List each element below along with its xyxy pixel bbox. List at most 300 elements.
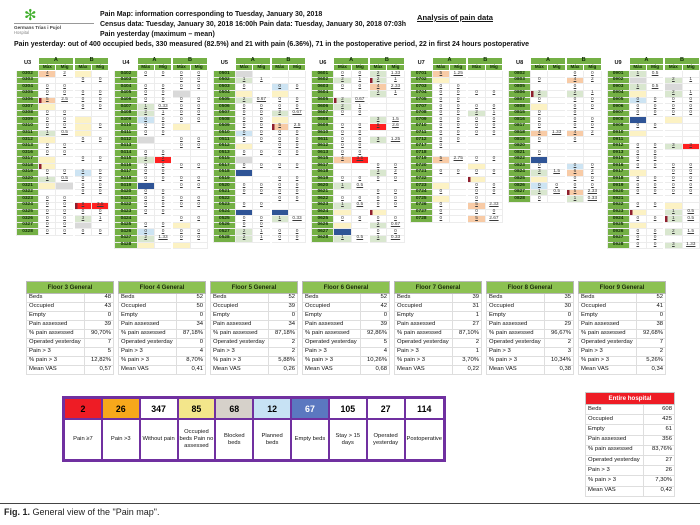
cell-value: 0 — [358, 176, 362, 182]
cell-value: 0 — [260, 123, 263, 129]
cell-value: 0 — [537, 195, 541, 201]
bed-cell — [387, 143, 404, 150]
bed-cell — [56, 229, 74, 236]
cell-value: 0 — [492, 169, 496, 175]
bed-number: 0311 — [17, 130, 39, 137]
legend-label: Pain >3 — [102, 419, 140, 460]
hospital-data-row — [586, 405, 675, 415]
bed-number: 0820 — [509, 143, 531, 150]
bed-number: 0910 — [607, 130, 629, 137]
row-value: 41 — [637, 303, 666, 312]
bed-number: 0310 — [17, 123, 39, 130]
bed-number: 0915 — [607, 156, 629, 163]
cell-value: 0 — [197, 182, 201, 188]
floor-data-row — [487, 357, 574, 366]
bed-row — [509, 97, 601, 104]
cell-value: 0 — [591, 103, 594, 109]
bed-row — [509, 143, 601, 150]
cell-value: 0.33 — [390, 235, 401, 241]
bed-cell — [190, 84, 207, 91]
row-label: Pain assessed — [27, 321, 85, 330]
cell-value: 1 — [260, 77, 263, 83]
cell-value: 0 — [161, 162, 165, 168]
bed-cell — [172, 236, 190, 243]
bed-cell — [92, 123, 109, 130]
bed-number: 0326 — [17, 216, 39, 223]
cell-value: 6 — [573, 169, 577, 175]
bed-cell — [450, 196, 468, 203]
floor-data-row — [579, 348, 666, 357]
bed-number: 0421 — [115, 196, 137, 203]
cell-value: 2 — [672, 90, 675, 96]
cell-value: 0 — [81, 90, 85, 96]
row-label: Pain assessed — [487, 321, 545, 330]
cell-value: 0 — [672, 96, 675, 102]
bed-cell — [450, 183, 468, 190]
cell-value: 0 — [98, 189, 102, 195]
leaf-logo-icon: ✻ — [24, 7, 37, 24]
legend-label: Blocked beds — [215, 419, 253, 460]
cell-value: 1 — [260, 228, 263, 234]
floor-data-row — [27, 330, 114, 339]
bed-cell — [334, 163, 351, 170]
floor-data-row — [487, 294, 574, 303]
bed-number: 0925 — [607, 222, 629, 229]
bed-cell — [369, 123, 387, 130]
bed-cell — [92, 156, 109, 163]
column-group-label: A — [334, 58, 369, 65]
bed-row — [509, 77, 601, 84]
cell-value: 0 — [341, 123, 344, 129]
cell-value: 0 — [341, 70, 344, 76]
bed-cell — [172, 117, 190, 124]
cell-value: 0 — [358, 215, 362, 221]
row-label: Operated yesterday — [586, 455, 644, 465]
bed-cell — [92, 104, 109, 111]
cell-value: 0 — [653, 96, 657, 102]
bed-cell — [548, 130, 566, 137]
cell-value: 0 — [394, 189, 397, 195]
row-label: Occupied — [395, 303, 453, 312]
cell-value: 0 — [439, 103, 443, 109]
bed-cell — [190, 150, 207, 157]
cell-value: 0 — [45, 110, 49, 116]
cell-value: 0 — [197, 195, 201, 201]
subcolumn-label: Màx — [629, 64, 646, 71]
cell-value: 0 — [242, 215, 246, 221]
bed-cell — [334, 216, 351, 223]
bed-cell — [288, 163, 305, 170]
subcolumn-label: Mig — [190, 64, 207, 71]
unit-header-row — [312, 58, 404, 65]
row-label: Beds — [487, 294, 545, 303]
bed-number: 0621 — [312, 189, 334, 196]
floor-data-row — [303, 348, 390, 357]
floor-data-row — [487, 348, 574, 357]
row-value: 92,86% — [361, 330, 390, 339]
cell-value: 0 — [376, 202, 380, 208]
bed-cell — [629, 110, 646, 117]
bed-cell — [154, 236, 172, 243]
cell-value: 0 — [573, 162, 577, 168]
cell-value: 0 — [161, 149, 165, 155]
row-value: 90,70% — [85, 330, 114, 339]
cell-value: 0 — [636, 176, 640, 182]
row-label: % pain assessed — [211, 330, 269, 339]
bed-number: 0902 — [607, 77, 629, 84]
cell-value: 0 — [653, 162, 657, 168]
cell-value: 0 — [144, 176, 147, 182]
cell-value: 2 — [672, 77, 675, 83]
bed-number: 0619 — [312, 176, 334, 183]
bed-cell — [74, 117, 92, 124]
cell-value: 0 — [672, 169, 675, 175]
cell-value: 0 — [672, 110, 675, 116]
bed-cell — [387, 203, 404, 210]
cell-value: 0 — [537, 162, 541, 168]
subcolumn-label: Mig — [387, 64, 404, 71]
cell-value: 1 — [672, 209, 675, 215]
bed-number: 0703 — [410, 84, 432, 91]
bed-cell — [531, 196, 548, 203]
cell-value: 0 — [439, 110, 443, 116]
legend-count: 27 — [367, 398, 405, 419]
bed-cell — [190, 183, 207, 190]
row-value: 3 — [545, 348, 574, 357]
row-label: Mean VAS — [395, 366, 453, 375]
floor-data-row — [211, 321, 298, 330]
cell-value: 0 — [672, 162, 675, 168]
cell-value: 0 — [242, 182, 246, 188]
row-label: Pain > 3 — [303, 348, 361, 357]
bed-cell — [387, 150, 404, 157]
legend-label: Empty beds — [291, 419, 329, 460]
cell-value: 0 — [573, 70, 577, 76]
bed-cell — [172, 84, 190, 91]
column-group-label: B — [172, 58, 207, 65]
floor-data-row — [211, 303, 298, 312]
row-label: % pain assessed — [579, 330, 637, 339]
unit-grid-u7 — [410, 57, 503, 223]
cell-value: 8 — [81, 202, 85, 208]
cell-value: 0 — [197, 116, 201, 122]
bed-cell — [351, 203, 369, 210]
row-label: % pain assessed — [586, 445, 644, 455]
bed-number: 0725 — [410, 196, 432, 203]
row-label: Pain > 3 — [395, 348, 453, 357]
bed-number: 0403 — [115, 77, 137, 84]
cell-value: 0 — [260, 189, 263, 195]
bed-number: 0407 — [115, 104, 137, 111]
bed-cell — [253, 170, 271, 177]
cell-value: 0 — [81, 169, 85, 175]
row-value: 7 — [637, 339, 666, 348]
floor-data-row — [119, 330, 206, 339]
row-label: % pain > 3 — [303, 357, 361, 366]
unit-label: U9 — [607, 58, 629, 71]
cell-value: 0 — [45, 83, 49, 89]
cell-value: 0 — [81, 103, 85, 109]
cell-value: 0.5 — [61, 129, 68, 135]
cell-value: 0 — [197, 176, 201, 182]
column-group-label: B — [74, 58, 109, 65]
bed-cell — [288, 203, 305, 210]
unit-grid-u3 — [16, 57, 109, 236]
bed-number: 0617 — [312, 163, 334, 170]
cell-value: 0 — [653, 189, 657, 195]
legend-label: Postoperative — [405, 419, 444, 460]
cell-value: 0 — [63, 209, 66, 215]
bed-number: 0522 — [213, 196, 235, 203]
bed-cell — [548, 71, 566, 78]
bed-cell — [351, 222, 369, 229]
bed-cell — [548, 143, 566, 150]
row-value: 0,57 — [85, 366, 114, 375]
bed-cell — [548, 90, 566, 97]
floor-data-row — [395, 330, 482, 339]
cell-value: 0 — [197, 110, 201, 116]
bed-number: 0320 — [17, 176, 39, 183]
bed-cell — [235, 150, 252, 157]
bed-cell — [137, 130, 154, 137]
bed-cell — [235, 170, 252, 177]
bed-cell — [351, 156, 369, 163]
row-label: Empty — [579, 312, 637, 321]
bed-cell — [629, 242, 646, 249]
bed-cell — [288, 71, 305, 78]
bed-cell — [235, 137, 252, 144]
cell-value: 0 — [341, 176, 344, 182]
unit-grid-u8 — [508, 57, 601, 203]
hospital-data-row — [586, 415, 675, 425]
bed-cell — [369, 143, 387, 150]
bed-cell — [450, 156, 468, 163]
cell-value: 0 — [98, 123, 102, 129]
cell-value: 0 — [492, 129, 496, 135]
cell-value: 0 — [653, 235, 657, 241]
row-label: Operated yesterday — [395, 339, 453, 348]
bed-cell — [253, 236, 271, 243]
row-label: Pain > 3 — [119, 348, 177, 357]
bed-cell — [369, 104, 387, 111]
floor-data-row — [211, 330, 298, 339]
bed-cell — [235, 189, 252, 196]
subcolumn-label: Màx — [432, 64, 449, 71]
bed-number: 0720 — [410, 163, 432, 170]
floor-data-row — [579, 303, 666, 312]
cell-value: 2 — [278, 110, 282, 116]
row-label: Pain > 3 — [27, 348, 85, 357]
legend-label: Without pain — [140, 419, 178, 460]
row-label: Pain > 3 — [586, 466, 644, 476]
subcolumn-label: Màx — [334, 64, 351, 71]
bed-row — [410, 143, 502, 150]
row-label: Operated yesterday — [27, 339, 85, 348]
row-value: 87,18% — [269, 330, 298, 339]
cell-value: 0 — [242, 189, 246, 195]
bed-row — [607, 242, 699, 249]
row-value: 61 — [644, 425, 675, 435]
cell-value: 1.33 — [390, 70, 401, 76]
cell-value: 0 — [475, 103, 478, 109]
bed-number: 0922 — [607, 203, 629, 210]
cell-value: 1 — [358, 77, 362, 83]
subcolumn-label: Mig — [646, 64, 664, 71]
bed-cell — [334, 110, 351, 117]
color-legend — [62, 396, 446, 462]
cell-value: 0 — [689, 103, 693, 109]
bed-number: 0302 — [17, 71, 39, 78]
bed-number: 0502 — [213, 77, 235, 84]
bed-cell — [629, 130, 646, 137]
bed-cell — [682, 189, 699, 196]
row-value: 30 — [545, 303, 574, 312]
cell-value: 0 — [98, 77, 102, 83]
cell-value: 0 — [81, 136, 85, 142]
unit-label: U7 — [410, 58, 432, 71]
bed-cell — [172, 203, 190, 210]
row-value: 608 — [644, 405, 675, 415]
bed-cell — [485, 156, 502, 163]
column-group-label: A — [531, 58, 566, 65]
cell-value: 0 — [161, 90, 165, 96]
row-label: Pain assessed — [119, 321, 177, 330]
cell-value: 0 — [278, 195, 282, 201]
cell-value: 0 — [180, 103, 183, 109]
cell-value: 0 — [63, 116, 66, 122]
floor-data-row — [119, 348, 206, 357]
bed-cell — [432, 71, 449, 78]
bed-cell — [92, 143, 109, 150]
cell-value: 0 — [295, 129, 299, 135]
row-label: Beds — [586, 405, 644, 415]
bed-cell — [664, 110, 682, 117]
cell-value: 0 — [358, 83, 362, 89]
bed-cell — [235, 203, 252, 210]
row-value: 0 — [269, 312, 298, 321]
bed-number: 0423 — [115, 209, 137, 216]
cell-value: 0.67 — [355, 96, 365, 102]
cell-value: 0 — [456, 110, 460, 116]
floor-data-row — [119, 294, 206, 303]
floor-data-row — [119, 339, 206, 348]
bed-number: 0316 — [17, 150, 39, 157]
bed-cell — [646, 216, 664, 223]
cell-value: 0 — [492, 90, 496, 96]
bed-cell — [235, 236, 252, 243]
cell-value: 0 — [278, 129, 282, 135]
cell-value: 2 — [341, 96, 344, 102]
cell-value: 0 — [376, 176, 380, 182]
cell-value: 0 — [161, 96, 165, 102]
bed-number: 0803 — [509, 77, 531, 84]
bed-cell — [432, 170, 449, 177]
cell-value: 0 — [653, 242, 657, 248]
floor-data-row — [579, 366, 666, 375]
floor-title: Floor 4 General — [119, 282, 206, 294]
cell-value: 0 — [197, 70, 201, 76]
cell-value: 0 — [439, 129, 443, 135]
bed-number: 0808 — [509, 104, 531, 111]
row-label: % pain assessed — [487, 330, 545, 339]
bed-number: 0420 — [115, 189, 137, 196]
bed-cell — [74, 189, 92, 196]
column-group-label: A — [39, 58, 74, 65]
cell-value: 4 — [573, 129, 577, 135]
cell-value: 1 — [636, 83, 640, 89]
cell-value: 0 — [144, 70, 147, 76]
bed-cell — [74, 110, 92, 117]
cell-value: 0 — [144, 209, 147, 215]
bed-cell — [271, 216, 289, 223]
cell-value: 0 — [180, 83, 183, 89]
cell-value: 0 — [439, 215, 443, 221]
bed-cell — [682, 117, 699, 124]
bed-cell — [137, 242, 154, 249]
bed-cell — [467, 77, 485, 84]
cell-value: 0 — [144, 123, 147, 129]
row-label: Mean VAS — [579, 366, 637, 375]
cell-value: 0 — [180, 110, 183, 116]
cell-value: 0 — [81, 77, 85, 83]
row-label: Mean VAS — [211, 366, 269, 375]
cell-value: 0 — [358, 110, 362, 116]
bed-cell — [56, 156, 74, 163]
cell-value: 0 — [260, 215, 263, 221]
cell-value: 0 — [278, 136, 282, 142]
cell-value: 0 — [242, 103, 246, 109]
bed-number: 0325 — [17, 209, 39, 216]
bed-cell — [351, 216, 369, 223]
figure-caption — [4, 507, 159, 517]
subcolumn-label: Mig — [288, 64, 305, 71]
cell-value: 0 — [358, 70, 362, 76]
cell-value: 0 — [161, 70, 165, 76]
bed-cell — [39, 130, 56, 137]
row-label: % pain > 3 — [487, 357, 545, 366]
cell-value: 0 — [456, 96, 460, 102]
floor-data-row — [395, 339, 482, 348]
floor-summary-table-6 — [302, 281, 390, 375]
bed-cell — [154, 209, 172, 216]
hospital-data-row — [586, 445, 675, 455]
cell-value: 2.67 — [489, 215, 499, 221]
cell-value: 0 — [197, 96, 201, 102]
cell-value: 1 — [45, 129, 49, 135]
cell-value: 0 — [180, 162, 183, 168]
cell-value: 0 — [475, 90, 478, 96]
subcolumn-label: Mig — [548, 64, 566, 71]
bed-number: 0518 — [213, 170, 235, 177]
bed-cell — [584, 196, 601, 203]
bed-number: 0828 — [509, 196, 531, 203]
bed-cell — [629, 163, 646, 170]
bed-cell — [682, 77, 699, 84]
cell-value: 0 — [144, 149, 147, 155]
subcolumn-label: Màx — [235, 64, 252, 71]
cell-value: 1 — [689, 90, 693, 96]
floor-data-row — [395, 348, 482, 357]
floor-data-row — [487, 330, 574, 339]
bed-number: 0719 — [410, 156, 432, 163]
cell-value: 0 — [439, 189, 443, 195]
bed-cell — [566, 137, 584, 144]
cell-value: 0 — [653, 123, 657, 129]
cell-value: 0 — [492, 182, 496, 188]
row-value: 0,42 — [644, 486, 675, 496]
cell-value: 0 — [439, 90, 443, 96]
cell-value: 4 — [376, 83, 380, 89]
